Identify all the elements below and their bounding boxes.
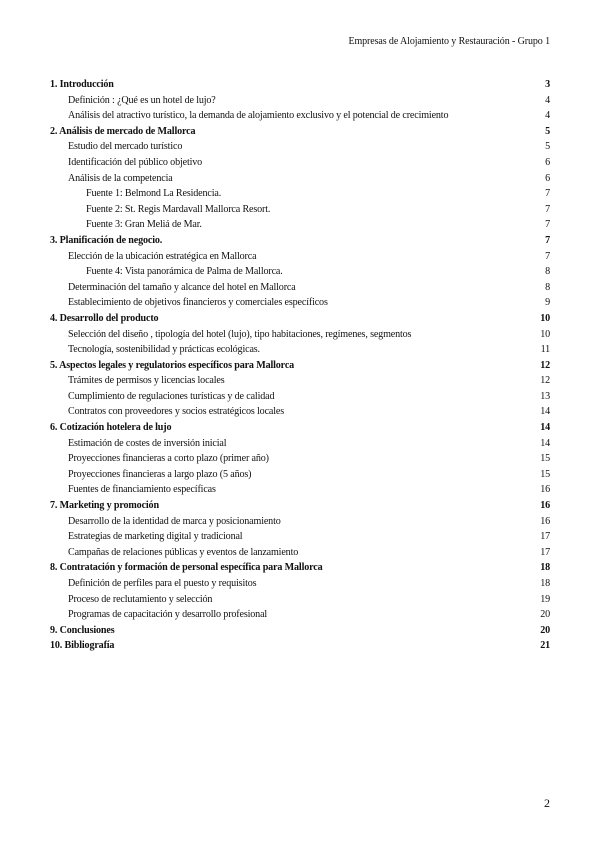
- toc-entry[interactable]: [50, 594, 550, 610]
- toc-entry-title: Análisis del atractivo turístico, la demanda de alojamiento exclusivo y el potencial de crecimiento: [68, 110, 449, 122]
- toc-entry-page: 4: [545, 94, 550, 106]
- toc-entry[interactable]: [50, 297, 550, 313]
- toc-entry-title: Proceso de reclutamiento y selección: [68, 593, 213, 605]
- toc-entry[interactable]: [50, 126, 550, 142]
- toc-entry-page: 10: [540, 312, 550, 324]
- toc-entry-page: 17: [540, 546, 550, 558]
- toc-entry[interactable]: [50, 547, 550, 563]
- toc-entry-title: Fuente 4: Vista panorámica de Palma de Mallorca.: [86, 266, 283, 278]
- toc-entry-title: Estudio del mercado turístico: [68, 141, 183, 153]
- toc-entry[interactable]: [50, 391, 550, 407]
- toc-entry-title: 2. Análisis de mercado de Mallorca: [50, 125, 196, 137]
- toc-entry[interactable]: [50, 95, 550, 111]
- toc-entry-title: 9. Conclusiones: [50, 624, 115, 636]
- toc-entry-title: 5. Aspectos legales y regulatorios específicos para Mallorca: [50, 359, 295, 371]
- toc-entry-page: 21: [540, 640, 550, 652]
- toc-entry-title: Campañas de relaciones públicas y eventos de lanzamiento: [68, 546, 299, 558]
- toc-entry-page: 7: [545, 234, 550, 246]
- toc-entry-title: Estimación de costes de inversión inicial: [68, 437, 227, 449]
- toc-entry[interactable]: [50, 562, 550, 578]
- toc-entry[interactable]: [50, 329, 550, 345]
- toc-entry-page: 15: [540, 468, 550, 480]
- toc-entry[interactable]: [50, 609, 550, 625]
- toc-entry-page: 10: [540, 328, 550, 340]
- toc-entry-page: 9: [545, 297, 550, 309]
- toc-entry-title: Establecimiento de objetivos financieros y comerciales específicos: [68, 297, 328, 309]
- toc-entry[interactable]: [50, 500, 550, 516]
- toc-entry-title: Elección de la ubicación estratégica en Mallorca: [68, 250, 257, 262]
- toc-entry-page: 14: [540, 406, 550, 418]
- toc-entry-title: 10. Bibliografía: [50, 640, 115, 652]
- toc-entry-page: 7: [545, 219, 550, 231]
- toc-entry[interactable]: [50, 266, 550, 282]
- toc-entry[interactable]: [50, 282, 550, 298]
- toc-entry-page: 13: [540, 390, 550, 402]
- toc-entry[interactable]: [50, 375, 550, 391]
- toc-entry-page: 3: [545, 79, 550, 90]
- toc-entry-page: 5: [545, 125, 550, 137]
- toc-entry-page: 8: [545, 281, 550, 293]
- toc-entry[interactable]: [50, 188, 550, 204]
- toc-entry[interactable]: [50, 157, 550, 173]
- toc-entry-title: Tecnología, sostenibilidad y prácticas ecológicas.: [68, 344, 260, 356]
- toc-entry-page: 14: [540, 437, 550, 449]
- toc-entry-page: 12: [540, 375, 550, 387]
- toc-entry-title: Determinación del tamaño y alcance del hotel en Mallorca: [68, 281, 296, 293]
- toc-entry[interactable]: [50, 344, 550, 360]
- toc-entry-title: Trámites de permisos y licencias locales: [68, 375, 225, 387]
- toc-entry-title: 1. Introducción: [50, 79, 114, 90]
- toc-entry[interactable]: [50, 640, 550, 656]
- toc-entry-title: Análisis de la competencia: [68, 172, 173, 184]
- toc-entry-page: 8: [545, 266, 550, 278]
- toc-entry[interactable]: [50, 484, 550, 500]
- toc-entry-title: Proyecciones financieras a corto plazo (primer año): [68, 453, 269, 465]
- toc-entry-page: 11: [540, 344, 550, 356]
- toc-entry-title: 8. Contratación y formación de personal específica para Mallorca: [50, 562, 323, 574]
- toc-entry-title: Fuente 2: St. Regis Mardavall Mallorca Resort.: [86, 203, 271, 215]
- toc-entry[interactable]: [50, 173, 550, 189]
- toc-entry[interactable]: [50, 453, 550, 469]
- toc-entry-page: 15: [540, 453, 550, 465]
- page-number: 2: [544, 796, 550, 810]
- toc-entry-page: 4: [545, 110, 550, 122]
- toc-entry-page: 7: [545, 250, 550, 262]
- toc-entry-title: Programas de capacitación y desarrollo profesional: [68, 609, 268, 621]
- toc-entry-page: 7: [545, 203, 550, 215]
- toc-entry[interactable]: [50, 406, 550, 422]
- toc-entry-page: 6: [545, 156, 550, 168]
- toc-entry-title: Fuente 3: Gran Meliá de Mar.: [86, 219, 202, 231]
- toc-entry[interactable]: [50, 516, 550, 532]
- toc-entry[interactable]: [50, 469, 550, 485]
- toc-entry[interactable]: [50, 578, 550, 594]
- toc-entry-title: Contratos con proveedores y socios estratégicos locales: [68, 406, 284, 418]
- toc-entry-page: 16: [540, 500, 550, 512]
- toc-entry-title: Desarrollo de la identidad de marca y posicionamiento: [68, 515, 281, 527]
- toc-entry-title: Cumplimiento de regulaciones turísticas y de calidad: [68, 390, 275, 402]
- toc-entry[interactable]: [50, 313, 550, 329]
- toc-entry-page: 18: [540, 562, 550, 574]
- toc-entry[interactable]: [50, 79, 550, 95]
- toc-entry-page: 7: [545, 188, 550, 200]
- running-header: Empresas de Alojamiento y Restauración - Grupo 1: [348, 36, 550, 47]
- toc-entry[interactable]: [50, 625, 550, 641]
- toc-entry[interactable]: [50, 531, 550, 547]
- toc-entry-page: 18: [540, 578, 550, 589]
- toc-entry[interactable]: [50, 360, 550, 376]
- toc-entry-title: 6. Cotización hotelera de lujo: [50, 422, 172, 434]
- toc-entry-page: 17: [540, 531, 550, 543]
- toc-entry-page: 20: [540, 609, 550, 621]
- toc-entry-title: 4. Desarrollo del producto: [50, 312, 159, 324]
- toc-entry-title: Fuente 1: Belmond La Residencia.: [86, 188, 222, 200]
- toc-entry[interactable]: [50, 235, 550, 251]
- toc-entry-title: Definición de perfiles para el puesto y requisitos: [68, 578, 257, 589]
- toc-entry[interactable]: [50, 110, 550, 126]
- toc-entry-page: 12: [540, 359, 550, 371]
- toc-entry[interactable]: [50, 141, 550, 157]
- toc-entry-page: 5: [545, 141, 550, 153]
- toc-entry[interactable]: [50, 438, 550, 454]
- toc-entry-title: Identificación del público objetivo: [68, 156, 203, 168]
- table-of-contents: [50, 79, 550, 656]
- toc-entry-page: 6: [545, 172, 550, 184]
- toc-entry[interactable]: [50, 219, 550, 235]
- toc-entry-title: Estrategias de marketing digital y tradicional: [68, 531, 243, 543]
- toc-entry-title: Definición : ¿Qué es un hotel de lujo?: [68, 94, 216, 106]
- toc-entry-page: 16: [540, 484, 550, 496]
- toc-entry-title: 7. Marketing y promoción: [50, 500, 159, 512]
- toc-entry[interactable]: [50, 204, 550, 220]
- toc-entry-page: 16: [540, 515, 550, 527]
- toc-entry[interactable]: [50, 251, 550, 267]
- toc-entry-title: Selección del diseño , tipología del hotel (lujo), tipo habitaciones, regímenes, segmentos: [68, 328, 412, 340]
- toc-entry[interactable]: [50, 422, 550, 438]
- toc-entry-title: Proyecciones financieras a largo plazo (5 años): [68, 468, 252, 480]
- toc-entry-title: Fuentes de financiamiento específicas: [68, 484, 216, 496]
- toc-entry-page: 19: [540, 593, 550, 605]
- toc-entry-title: 3. Planificación de negocio.: [50, 234, 163, 246]
- toc-entry-page: 14: [540, 422, 550, 434]
- toc-entry-page: 20: [540, 624, 550, 636]
